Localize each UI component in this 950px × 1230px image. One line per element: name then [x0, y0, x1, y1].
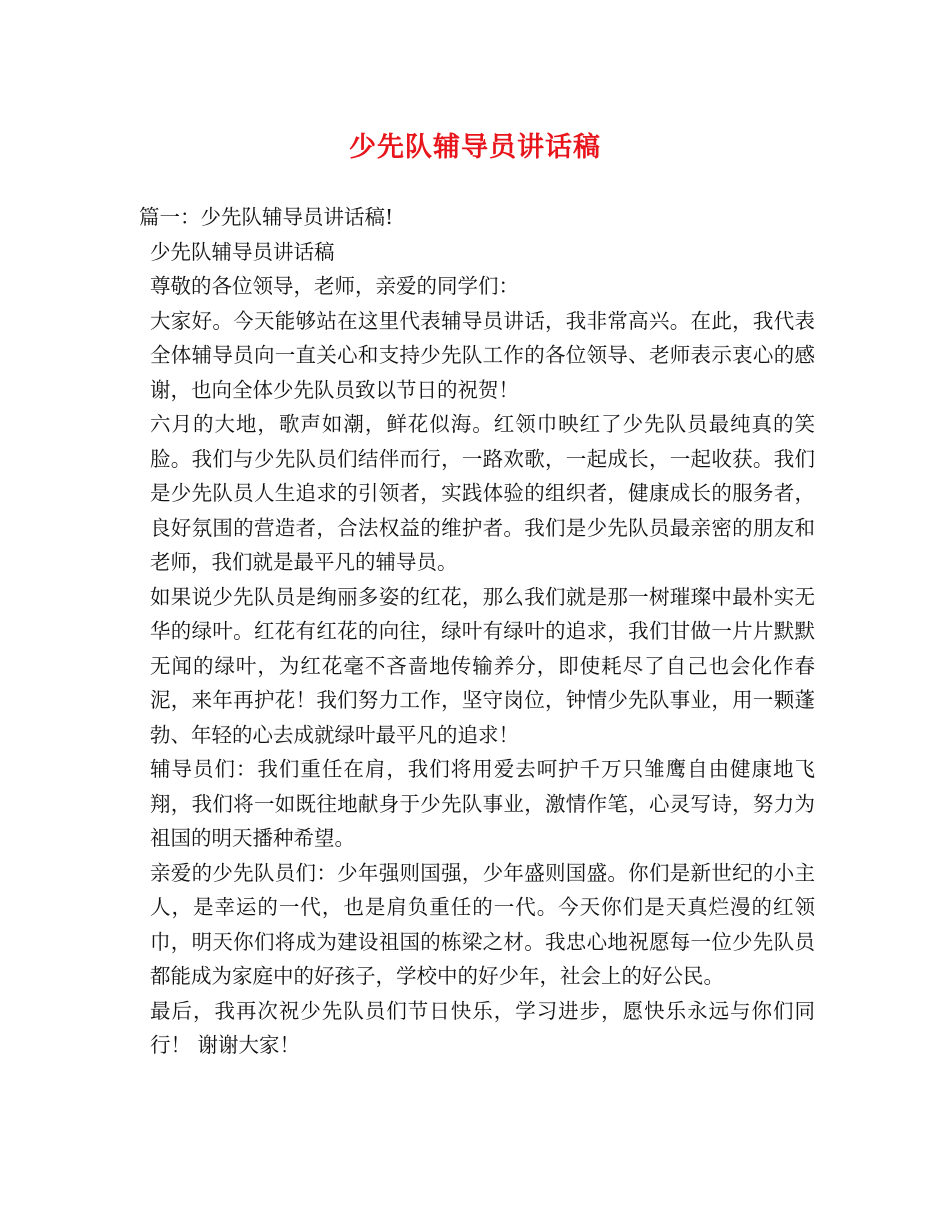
section-heading: 篇一：少先队辅导员讲话稿! [139, 205, 394, 229]
speech-title-line: 少先队辅导员讲话稿 [150, 239, 335, 264]
paragraph-closing: 最后，我再次祝少先队员们节日快乐，学习进步，愿快乐永远与你们同行！ 谢谢大家！ [150, 998, 815, 1057]
paragraph-greeting: 大家好。今天能够站在这里代表辅导员讲话，我非常高兴。在此，我代表全体辅导员向一直关心和支持少先队工作的各位领导、老师表示衷心的感谢，也向全体少先队员致以节日的祝贺！ [150, 308, 815, 402]
document-title: 少先队辅导员讲话稿 [349, 132, 601, 163]
salutation: 尊敬的各位领导，老师，亲爱的同学们： [150, 274, 519, 298]
paragraph-pioneers: 亲爱的少先队员们：少年强则国强，少年盛则国盛。你们是新世纪的小主人，是幸运的一代，也是肩负重任的一代。今天你们是天真烂漫的红领巾，明天你们将成为建设祖国的栋梁之材。我忠心地祝愿每一位少先队员都能成为家庭中的好孩子，学校中的好少年，社会上的好公民。 [150, 860, 815, 988]
paragraph-june: 六月的大地，歌声如潮，鲜花似海。红领巾映红了少先队员最纯真的笑脸。我们与少先队员们结伴而行，一路欢歌，一起成长，一起收获。我们是少先队员人生追求的引领者，实践体验的组织者，健康成长的服务者，良好氛围的营造者，合法权益的维护者。我们是少先队员最亲密的朋友和老师，我们就是最平凡的辅导员。 [150, 412, 815, 574]
paragraph-green-leaf: 如果说少先队员是绚丽多姿的红花，那么我们就是那一树璀璨中最朴实无华的绿叶。红花有红花的向往，绿叶有绿叶的追求，我们甘做一片片默默无闻的绿叶，为红花毫不吝啬地传输养分，即使耗尽了自己也会化作春泥，来年再护花！我们努力工作，坚守岗位，钟情少先队事业，用一颗蓬勃、年轻的心去成就绿叶最平凡的追求！ [150, 584, 815, 747]
document-body [139, 200, 815, 1063]
paragraph-counselors: 辅导员们：我们重任在肩，我们将用爱去呵护千万只雏鹰自由健康地飞翔，我们将一如既往地献身于少先队事业，激情作笔，心灵写诗，努力为祖国的明天播种希望。 [150, 757, 815, 850]
